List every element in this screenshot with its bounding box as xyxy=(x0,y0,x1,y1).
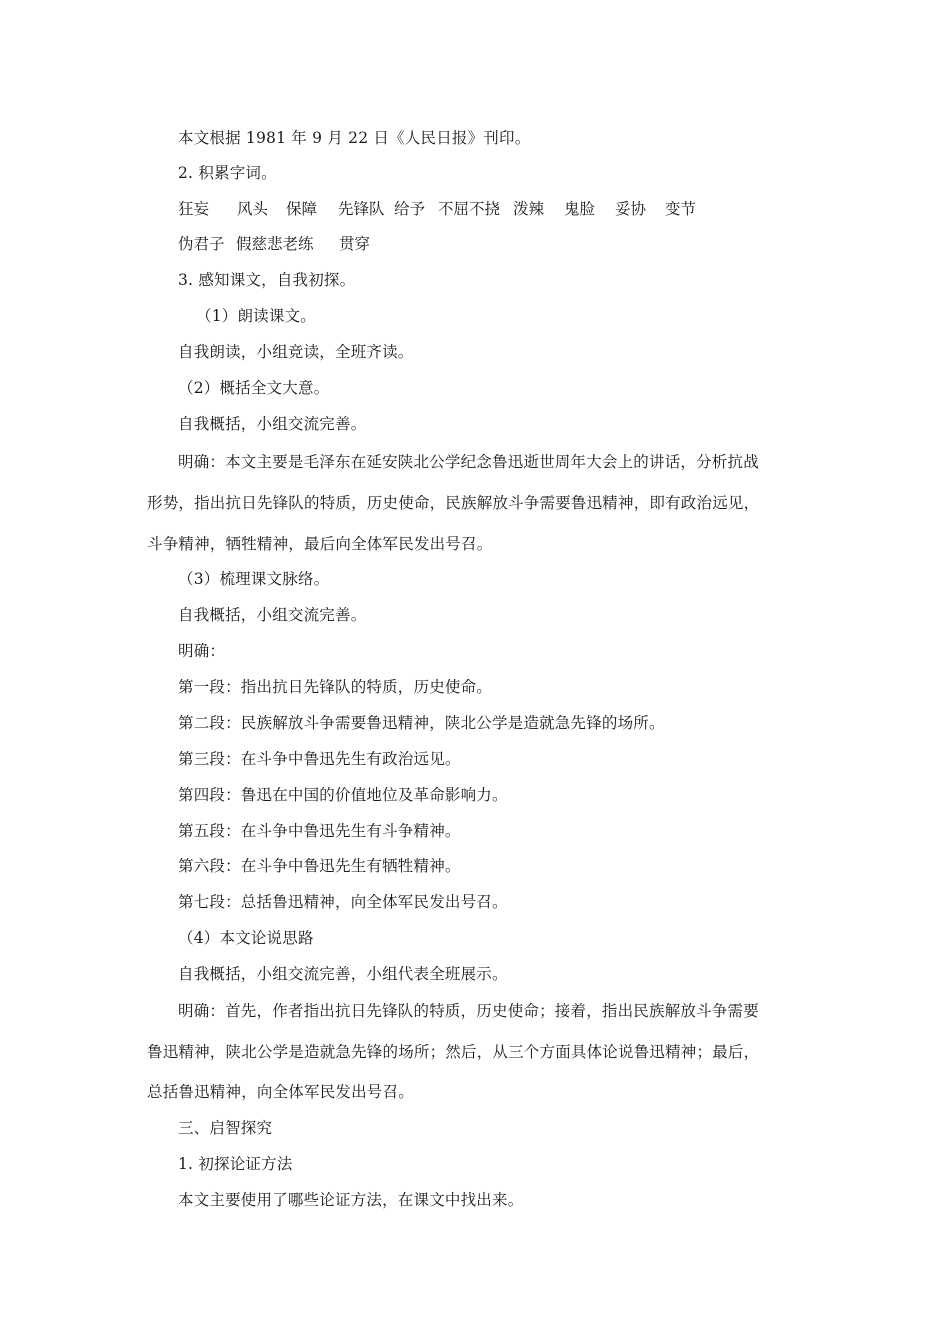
paragraph-summary: 第二段：民族解放斗争需要鲁迅精神，陕北公学是造就急先锋的场所。 xyxy=(178,714,665,732)
vocab-word: 风头 xyxy=(237,200,269,218)
vocab-word: 狂妄 xyxy=(178,200,210,218)
paragraph-summary: 第六段：在斗争中鲁迅先生有牺牲精神。 xyxy=(178,857,461,875)
paragraph-summary: 第三段：在斗争中鲁迅先生有政治远见。 xyxy=(178,750,461,768)
vocab-word: 保障 xyxy=(286,200,318,218)
body-text: 自我概括，小组交流完善。 xyxy=(178,415,367,433)
vocab-word: 鬼脸 xyxy=(564,200,596,218)
subheading-argument: （4）本文论说思路 xyxy=(178,929,314,947)
vocab-word: 伪君子 xyxy=(178,235,225,253)
vocab-word: 先锋队 xyxy=(338,200,385,218)
body-text: 形势，指出抗日先锋队的特质，历史使命，民族解放斗争需要鲁迅精神，即有政治远见， xyxy=(147,494,760,512)
paragraph-summary: 第一段：指出抗日先锋队的特质，历史使命。 xyxy=(178,678,493,696)
vocab-word: 给予 xyxy=(394,200,426,218)
paragraph-summary: 第五段：在斗争中鲁迅先生有斗争精神。 xyxy=(178,822,461,840)
paragraph-summary: 第七段：总括鲁迅精神，向全体军民发出号召。 xyxy=(178,893,508,911)
body-text: 自我概括，小组交流完善，小组代表全班展示。 xyxy=(178,965,508,983)
body-text: 鲁迅精神，陕北公学是造就急先锋的场所；然后，从三个方面具体论说鲁迅精神；最后， xyxy=(147,1043,760,1061)
subheading-methods: 1. 初探论证方法 xyxy=(178,1155,293,1173)
body-text: 本文主要使用了哪些论证方法，在课文中找出来。 xyxy=(178,1191,524,1209)
vocab-word: 变节 xyxy=(665,200,697,218)
vocab-word: 假慈悲老练 xyxy=(236,235,314,253)
source-note: 本文根据 1981 年 9 月 22 日《人民日报》刊印。 xyxy=(178,129,531,147)
vocab-word: 妥协 xyxy=(615,200,647,218)
body-text: 明确：本文主要是毛泽东在延安陕北公学纪念鲁迅逝世周年大会上的讲话，分析抗战 xyxy=(178,453,759,471)
paragraph-summary: 第四段：鲁迅在中国的价值地位及革命影响力。 xyxy=(178,786,508,804)
subheading-structure: （3）梳理课文脉络。 xyxy=(178,570,330,588)
section-heading-perceive: 3. 感知课文，自我初探。 xyxy=(178,271,356,289)
section-heading-explore: 三、启智探究 xyxy=(178,1119,273,1137)
subheading-read-aloud: （1）朗读课文。 xyxy=(196,307,316,325)
body-text: 总括鲁迅精神，向全体军民发出号召。 xyxy=(147,1083,414,1101)
vocab-word: 泼辣 xyxy=(513,200,545,218)
body-text: 明确：首先，作者指出抗日先锋队的特质，历史使命；接着，指出民族解放斗争需要 xyxy=(178,1002,759,1020)
vocab-word: 不屈不挠 xyxy=(438,200,501,218)
body-text: 明确： xyxy=(178,642,226,660)
body-text: 自我朗读，小组竞读，全班齐读。 xyxy=(178,343,414,361)
body-text: 斗争精神，牺牲精神，最后向全体军民发出号召。 xyxy=(147,535,493,553)
body-text: 自我概括，小组交流完善。 xyxy=(178,606,367,624)
section-heading-vocabulary: 2. 积累字词。 xyxy=(178,164,277,182)
vocab-word: 贯穿 xyxy=(339,235,371,253)
subheading-summary: （2）概括全文大意。 xyxy=(178,379,330,397)
